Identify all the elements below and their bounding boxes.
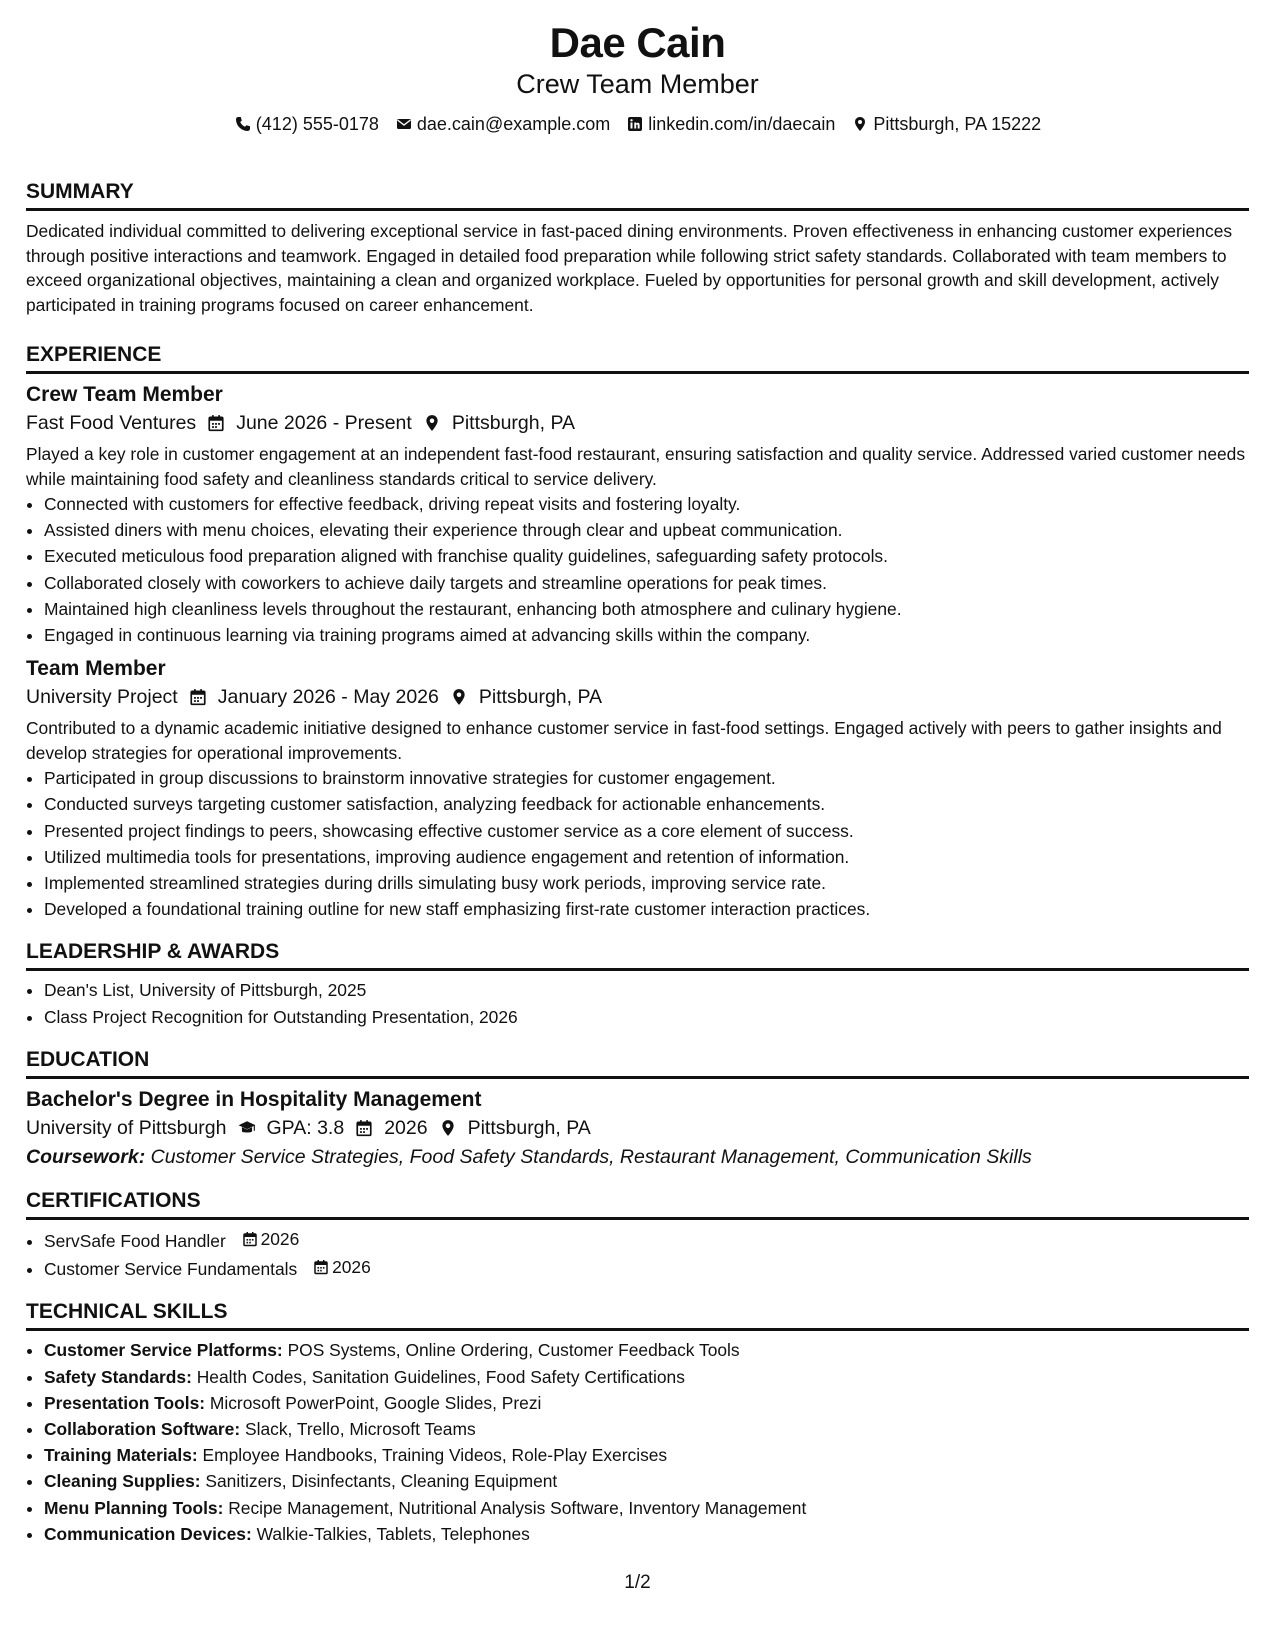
job-dates: January 2026 - May 2026 bbox=[217, 686, 439, 709]
skill-label: Collaboration Software: bbox=[44, 1419, 241, 1440]
list-item: • Dean's List, University of Pittsburgh, 2025 bbox=[44, 977, 1249, 1003]
job-location: Pittsburgh, PA bbox=[478, 686, 603, 709]
job-entry bbox=[26, 656, 1249, 922]
job-entry bbox=[26, 382, 1249, 648]
skill-value: Recipe Management, Nutritional Analysis Software, Inventory Management bbox=[228, 1497, 807, 1518]
skill-label: Training Materials: bbox=[44, 1445, 198, 1466]
linkedin-link[interactable]: linkedin.com/in/daecain bbox=[648, 114, 836, 134]
summary-text: Dedicated individual committed to delivering exceptional service in fast-paced dining environments. Proven effectiveness in enhancing customer experiences through positive interactions and teamwork. Engaged in detailed food preparation while following strict safety standards. Collaborated with team members to exceed organizational objectives, maintaining a clean and organized workplace. Fueled by opportunities for personal growth and skill development, actively participated in training programs focused on career enhancement. bbox=[26, 221, 1233, 315]
resume-page bbox=[26, 18, 1249, 1547]
degree-title: Bachelor's Degree in Hospitality Management bbox=[26, 1087, 482, 1111]
resume-header bbox=[26, 18, 1249, 136]
job-location: Pittsburgh, PA bbox=[451, 412, 576, 434]
contact-linkedin[interactable] bbox=[626, 112, 835, 136]
section-heading: EXPERIENCE bbox=[26, 343, 1249, 374]
cert-name: Customer Service Fundamentals bbox=[44, 1259, 298, 1280]
skills-section bbox=[26, 1300, 1249, 1547]
cert-year: 2026 bbox=[260, 1228, 300, 1249]
calendar-icon bbox=[241, 1230, 259, 1248]
skill-label: Presentation Tools: bbox=[44, 1392, 206, 1413]
graduation-year: 2026 bbox=[384, 1116, 428, 1139]
job-bullets bbox=[26, 765, 1249, 922]
phone-icon bbox=[234, 115, 252, 133]
list-item bbox=[44, 1390, 1249, 1416]
list-item bbox=[44, 1254, 1249, 1282]
list-item: • Collaborated closely with coworkers to achieve daily targets and streamline operations for peak times. bbox=[44, 570, 1249, 596]
awards-list bbox=[26, 977, 1249, 1029]
calendar-icon bbox=[312, 1258, 330, 1276]
list-item bbox=[44, 1337, 1249, 1363]
page-number: 1/2 bbox=[624, 1572, 651, 1593]
skill-value: Walkie-Talkies, Tablets, Telephones bbox=[256, 1523, 530, 1544]
job-description: Played a key role in customer engagement at an independent fast-food restaurant, ensuring satisfaction and quality service. Addressed varied customer needs while maintaining food safety and cleanliness standards critical to service delivery. bbox=[26, 444, 1246, 489]
coursework-line bbox=[26, 1143, 1249, 1171]
skill-value: Employee Handbooks, Training Videos, Role-Play Exercises bbox=[202, 1445, 668, 1466]
section-heading: LEADERSHIP & AWARDS bbox=[26, 940, 1249, 971]
gpa-text: GPA: 3.8 bbox=[266, 1116, 345, 1139]
list-item bbox=[44, 1468, 1249, 1494]
list-item bbox=[44, 1416, 1249, 1442]
list-item: • Utilized multimedia tools for presentations, improving audience engagement and retention of information. bbox=[44, 844, 1249, 870]
list-item bbox=[44, 1442, 1249, 1468]
skill-label: Cleaning Supplies: bbox=[44, 1471, 201, 1492]
skill-label: Communication Devices: bbox=[44, 1523, 252, 1544]
list-item: • Presented project findings to peers, showcasing effective customer service as a core element of success. bbox=[44, 818, 1249, 844]
list-item bbox=[44, 1521, 1249, 1547]
coursework-label: Coursework: bbox=[26, 1145, 146, 1168]
cert-year: 2026 bbox=[332, 1257, 371, 1278]
list-item: • Connected with customers for effective feedback, driving repeat visits and fostering loyalty. bbox=[44, 491, 1249, 517]
list-item: • Class Project Recognition for Outstanding Presentation, 2026 bbox=[44, 1004, 1249, 1030]
coursework-text: Customer Service Strategies, Food Safety Standards, Restaurant Management, Communication Skills bbox=[150, 1145, 1032, 1168]
email-link[interactable]: dae.cain@example.com bbox=[416, 114, 611, 134]
education-section bbox=[26, 1048, 1249, 1171]
envelope-icon bbox=[395, 115, 413, 133]
job-company: University Project bbox=[26, 686, 178, 709]
graduation-cap-icon bbox=[237, 1118, 257, 1138]
skill-value: Health Codes, Sanitation Guidelines, Food Safety Certifications bbox=[196, 1366, 685, 1387]
list-item: • Developed a foundational training outline for new staff emphasizing first-rate customer interaction practices. bbox=[44, 896, 1249, 922]
skill-value: Microsoft PowerPoint, Google Slides, Prezi bbox=[209, 1392, 542, 1413]
list-item bbox=[44, 1495, 1249, 1521]
map-pin-icon bbox=[438, 1118, 458, 1138]
certifications-list bbox=[26, 1226, 1249, 1283]
job-meta bbox=[26, 408, 1249, 438]
candidate-title: Crew Team Member bbox=[516, 69, 759, 99]
list-item: • Executed meticulous food preparation aligned with franchise quality guidelines, safeguarding safety protocols. bbox=[44, 543, 1249, 569]
school-name: University of Pittsburgh bbox=[26, 1116, 227, 1139]
location-text: Pittsburgh, PA 15222 bbox=[873, 114, 1042, 134]
experience-section bbox=[26, 343, 1249, 922]
skill-label: Customer Service Platforms: bbox=[44, 1340, 283, 1361]
skill-value: Slack, Trello, Microsoft Teams bbox=[244, 1419, 476, 1440]
section-heading: EDUCATION bbox=[26, 1048, 1249, 1079]
section-heading: CERTIFICATIONS bbox=[26, 1189, 1249, 1220]
cert-year-group bbox=[312, 1254, 371, 1280]
skill-value: Sanitizers, Disinfectants, Cleaning Equipment bbox=[205, 1471, 558, 1492]
job-dates: June 2026 - Present bbox=[236, 412, 412, 434]
list-item: • Conducted surveys targeting customer satisfaction, analyzing feedback for actionable enhancements. bbox=[44, 791, 1249, 817]
job-company: Fast Food Ventures bbox=[26, 412, 197, 434]
map-pin-icon bbox=[851, 115, 869, 133]
skill-label: Menu Planning Tools: bbox=[44, 1497, 224, 1518]
leadership-section bbox=[26, 940, 1249, 1029]
skills-list bbox=[26, 1337, 1249, 1547]
skill-label: Safety Standards: bbox=[44, 1366, 192, 1387]
calendar-icon bbox=[206, 413, 226, 433]
list-item: • Implemented streamlined strategies during drills simulating busy work periods, improving service rate. bbox=[44, 870, 1249, 896]
list-item: • Maintained high cleanliness levels throughout the restaurant, enhancing both atmosphere and culinary hygiene. bbox=[44, 596, 1249, 622]
job-bullets bbox=[26, 491, 1249, 648]
contact-phone bbox=[234, 112, 379, 136]
list-item: • Assisted diners with menu choices, elevating their experience through clear and upbeat communication. bbox=[44, 517, 1249, 543]
certifications-section bbox=[26, 1189, 1249, 1283]
education-location: Pittsburgh, PA bbox=[467, 1116, 591, 1139]
list-item: • Participated in group discussions to brainstorm innovative strategies for customer engagement. bbox=[44, 765, 1249, 791]
education-meta bbox=[26, 1113, 1249, 1143]
summary-section bbox=[26, 180, 1249, 317]
list-item: • Engaged in continuous learning via training programs aimed at advancing skills within the company. bbox=[44, 622, 1249, 648]
linkedin-icon bbox=[626, 115, 644, 133]
section-heading: TECHNICAL SKILLS bbox=[26, 1300, 1249, 1331]
candidate-name: Dae Cain bbox=[549, 19, 726, 66]
contact-location bbox=[851, 112, 1041, 136]
job-meta bbox=[26, 682, 1249, 712]
section-heading: SUMMARY bbox=[26, 180, 1249, 211]
job-title: Team Member bbox=[26, 657, 166, 681]
calendar-icon bbox=[188, 687, 208, 707]
contact-row bbox=[26, 112, 1249, 136]
map-pin-icon bbox=[422, 413, 442, 433]
job-description: Contributed to a dynamic academic initiative designed to enhance customer service in fast-food settings. Engaged actively with peers to gather insights and develop strategies for operational improvements. bbox=[26, 718, 1222, 763]
list-item bbox=[44, 1226, 1249, 1254]
list-item bbox=[44, 1364, 1249, 1390]
map-pin-icon bbox=[449, 687, 469, 707]
contact-email[interactable] bbox=[395, 112, 610, 136]
skill-value: POS Systems, Online Ordering, Customer Feedback Tools bbox=[287, 1340, 740, 1361]
phone-text: (412) 555-0178 bbox=[255, 114, 379, 134]
job-title: Crew Team Member bbox=[26, 383, 223, 406]
calendar-icon bbox=[354, 1118, 374, 1138]
cert-name: ServSafe Food Handler bbox=[44, 1230, 226, 1251]
cert-year-group bbox=[241, 1226, 300, 1252]
